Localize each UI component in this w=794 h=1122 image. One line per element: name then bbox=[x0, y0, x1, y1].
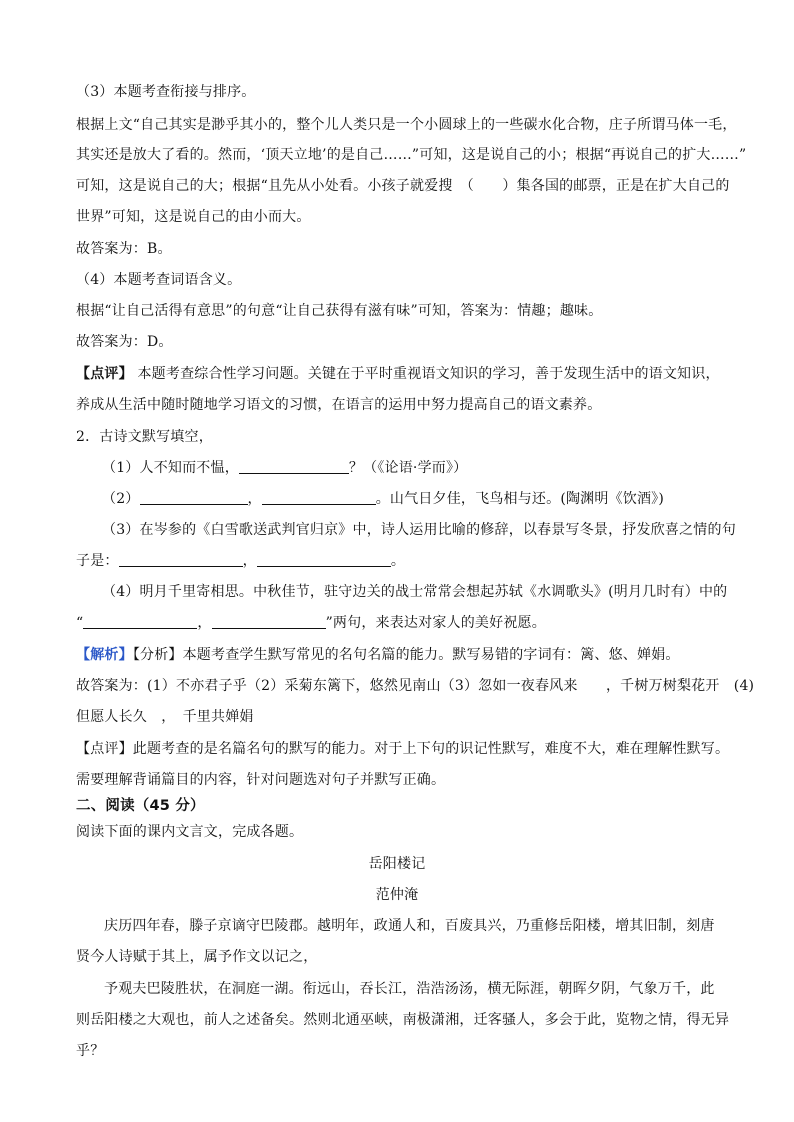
q2-item-3-prefix: 子是： bbox=[76, 553, 119, 569]
comment-2-line-2: 需要理解背诵篇目的内容，针对问题选对句子并默写正确。 bbox=[76, 772, 446, 788]
analysis-tag: 【解析】 bbox=[76, 647, 133, 663]
passage-para-2-line-3: 乎？ bbox=[76, 1043, 105, 1059]
q2-item-4-suffix: ”两句，来表达对家人的美好祝愿。 bbox=[325, 615, 546, 631]
comment-1-line-1 bbox=[76, 365, 756, 383]
q2-item-1-suffix: ？（《论语·学而》） bbox=[348, 460, 468, 476]
passage-para-2-line-1: 予观夫巴陵胜状，在洞庭一湖。衔远山，吞长江，浩浩汤汤，横无际涯，朝晖夕阴，气象万千，此 bbox=[104, 981, 715, 997]
part4-label: （4）本题考查词语含义。 bbox=[76, 272, 242, 288]
part3-line-2: 其实还是放大了看的。然而，‘顶天立地’的是自己……”可知，这是说自己的小；根据“再说自己的扩大……” bbox=[76, 147, 747, 163]
q2-item-2-sep: ， bbox=[247, 491, 262, 507]
part3-line-1: 根据上文“自己其实是渺乎其小的，整个儿人类只是一个小圆球上的一些碳水化合物，庄子所谓马体一毛， bbox=[76, 117, 737, 133]
q2-item-4-line-2 bbox=[76, 614, 756, 632]
q2-answer-line-2: 但愿人长久 ， 千里共婵娟 bbox=[76, 709, 254, 725]
part3-answer: 故答案为：B。 bbox=[76, 241, 172, 257]
q2-item-3-line-2 bbox=[76, 552, 756, 570]
comment-tag: 【点评】 bbox=[76, 366, 133, 382]
q2-item-2-blank-b bbox=[262, 490, 376, 505]
comment-2-line-1: 【点评】此题考查的是名篇名句的默写的能力。对于上下句的识记性默写，难度不大，难在理解性默写。 bbox=[76, 741, 730, 757]
q2-item-1 bbox=[102, 459, 782, 477]
q2-item-3-sep: ， bbox=[242, 553, 257, 569]
q2-item-2-prefix: （2） bbox=[102, 491, 140, 507]
section-2-instruction: 阅读下面的课内文言文，完成各题。 bbox=[76, 824, 304, 840]
part4-answer: 故答案为：D。 bbox=[76, 334, 173, 350]
q2-item-4-open: “ bbox=[76, 615, 84, 631]
part3-label: （3）本题考查衔接与排序。 bbox=[76, 84, 256, 100]
q2-answer-line-1: 故答案为：(1）不亦君子乎（2）采菊东篱下，悠然见南山（3）忽如一夜春风来 ，千树万树梨花开 (4) bbox=[76, 678, 755, 694]
q2-item-4-blank-b bbox=[212, 614, 326, 629]
part4-line-1: 根据“让自己活得有意思”的句意“让自己获得有滋有味”可知，答案为：情趣；趣味。 bbox=[76, 303, 603, 319]
q2-item-1-blank bbox=[239, 459, 349, 474]
q2-item-3-blank-a bbox=[119, 552, 243, 567]
comment-text: 本题考查综合性学习问题。关键在于平时重视语文知识的学习，善于发现生活中的语文知识， bbox=[132, 366, 720, 382]
q2-item-2 bbox=[102, 490, 782, 508]
part3-line-3: 可知，这是说自己的大；根据“且先从小处看。小孩子就爱搜 （ ）集各国的邮票，正是在扩大自己的 bbox=[76, 178, 730, 194]
analysis-line bbox=[76, 646, 756, 664]
q2-item-2-blank-a bbox=[140, 490, 248, 505]
passage-title: 岳阳楼记 bbox=[368, 856, 426, 872]
section-2-heading: 二、阅读（45 分） bbox=[76, 798, 205, 814]
comment-1-line-2: 养成从生活中随时随地学习语文的习惯，在语言的运用中努力提高自己的语文素养。 bbox=[76, 397, 602, 413]
passage-para-2-line-2: 则岳阳楼之大观也，前人之述备矣。然则北通巫峡，南极潇湘，迁客骚人，多会于此，览物之情，得无异 bbox=[76, 1012, 730, 1028]
q2-item-3-suffix: 。 bbox=[390, 553, 406, 569]
question-2-title: 2．古诗文默写填空， bbox=[76, 429, 213, 445]
analysis-text: 【分析】本题考查学生默写常见的名句名篇的能力。默写易错的字词有：篱、悠、婵娟。 bbox=[132, 647, 680, 663]
passage-para-1-line-2: 贤今人诗赋于其上，属予作文以记之， bbox=[76, 949, 318, 965]
part3-line-4: 世界”可知，这是说自己的由小而大。 bbox=[76, 209, 311, 225]
q2-item-2-suffix: 。山气日夕佳，飞鸟相与还。(陶渊明《饮酒》) bbox=[375, 491, 665, 507]
q2-item-4-line-1: （4）明月千里寄相思。中秋佳节，驻守边关的战士常常会想起苏轼《水调歌头》(明月几时有）中的 bbox=[102, 584, 728, 600]
q2-item-1-prefix: （1）人不知而不愠， bbox=[102, 460, 239, 476]
q2-item-3-line-1: （3）在岑参的《白雪歌送武判官归京》中，诗人运用比喻的修辞，以春景写冬景，抒发欣喜之情的句 bbox=[102, 522, 736, 538]
passage-para-1-line-1: 庆历四年春，滕子京谪守巴陵郡。越明年，政通人和，百废具兴，乃重修岳阳楼，增其旧制，刻唐 bbox=[104, 918, 715, 934]
q2-item-4-sep: ， bbox=[197, 615, 212, 631]
q2-item-4-blank-a bbox=[83, 614, 197, 629]
passage-author: 范仲淹 bbox=[375, 887, 419, 903]
q2-item-3-blank-b bbox=[257, 552, 391, 567]
